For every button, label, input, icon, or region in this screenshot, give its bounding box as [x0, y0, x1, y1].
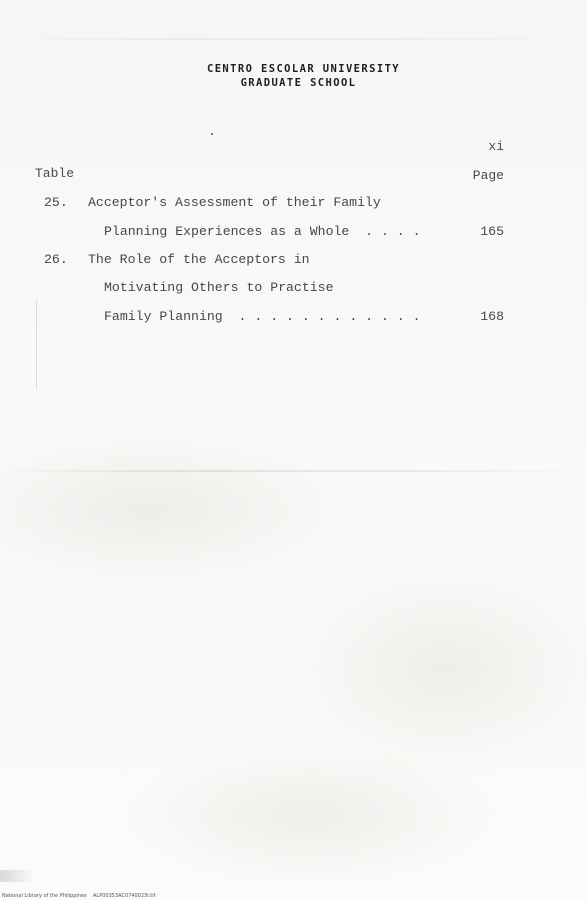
- entry-title-line: Motivating Others to Practise: [104, 280, 334, 295]
- entry-title-line: The Role of the Acceptors in: [88, 252, 310, 267]
- entry-title-line: Family Planning . . . . . . . . . . . .: [104, 309, 421, 324]
- scan-footer: National Library of the Philippines ALP00353AC0740023I.tif: [2, 893, 156, 899]
- entry-title-line: Acceptor's Assessment of their Family: [88, 195, 381, 210]
- entry-number: 25.: [44, 195, 68, 210]
- school-name: GRADUATE SCHOOL: [240, 77, 357, 89]
- page-column-heading: Page: [472, 168, 504, 183]
- entry-title-line: Planning Experiences as a Whole . . . .: [104, 224, 421, 239]
- university-name: CENTRO ESCOLAR UNIVERSITY: [206, 63, 401, 75]
- margin-mark: [36, 300, 37, 390]
- entry-page-number: 165: [480, 224, 504, 239]
- scan-edge-mark: [0, 870, 34, 882]
- paper-stain: [0, 430, 360, 590]
- paper-crease: [0, 38, 587, 40]
- roman-page-number: xi: [488, 139, 504, 154]
- entry-page-number: 168: [480, 309, 504, 324]
- paper-crease: [0, 470, 587, 472]
- university-header: [0, 62, 587, 90]
- paper-stain: [120, 740, 500, 890]
- entry-number: 26.: [44, 252, 68, 267]
- ink-speck: [211, 133, 213, 135]
- table-column-heading: Table: [35, 166, 75, 181]
- paper-stain: [280, 560, 587, 780]
